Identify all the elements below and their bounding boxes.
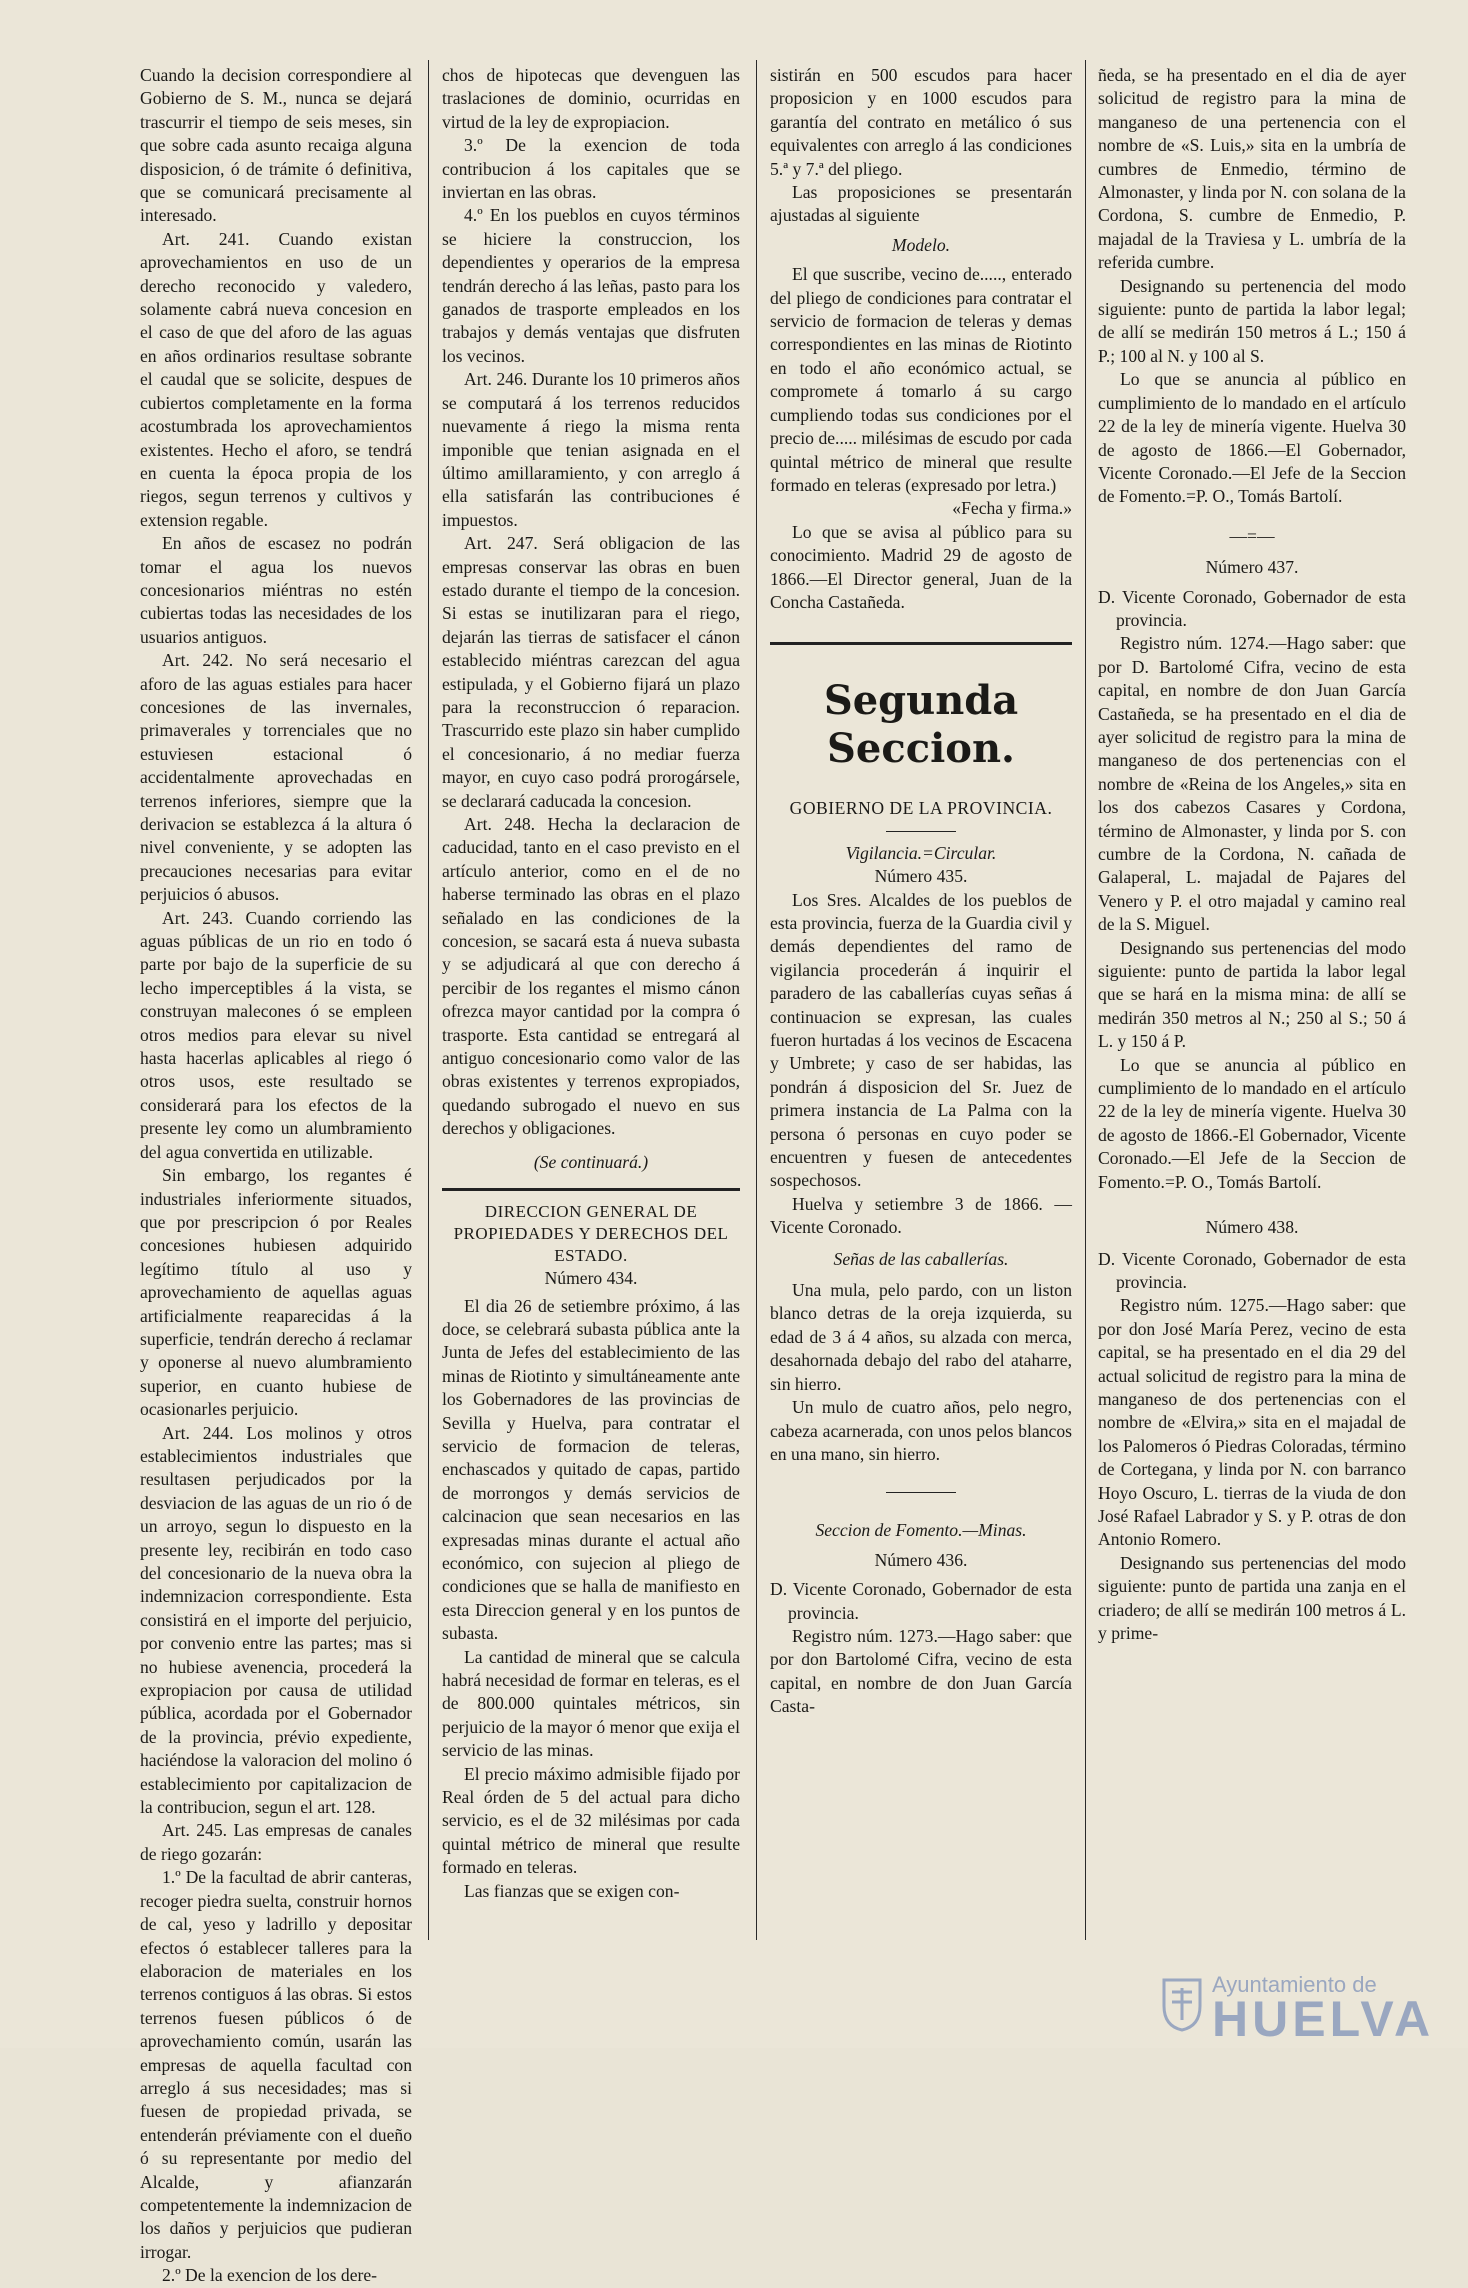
notice-number: Número 434.: [544, 1268, 638, 1289]
watermark-top: Ayuntamiento de: [1212, 1972, 1377, 1997]
section-divider: [442, 1188, 740, 1191]
column-rule: [756, 60, 757, 1940]
paragraph: Lo que se avisa al público para su conocimiento. Madrid 29 de agosto de 1866.—El Director general, Juan de la Concha Castañeda.: [770, 521, 1072, 612]
article-243: Art. 243. Cuando corriendo las aguas públicas de un rio en todo ó parte por bajo de la superficie de su lecho imperceptibles á la vista, se construyan malecones ó se empleen otros medios para elevar su nivel hasta hacerlas aplicables al riego ó otros usos, este resultado se considerará para los efectos de la presente ley como un alumbramiento del agua convertida en utilizable.: [140, 907, 412, 1162]
paragraph: D. Vicente Coronado, Gobernador de esta provincia.: [1098, 586, 1406, 630]
paragraph: Registro núm. 1275.—Hago saber: que por don José María Perez, vecino de esta capital, se ha presentado en el dia 29 del actual solicitud de registro para la mina de manganeso de dos pertenencias con el nombre de «Elvira,» sita en el majadal de los Palomeros ó Piedras Coloradas, término de Cortegana, y linda por N. con barranco Hoyo Oscuro, L. tierras de la viuda de don José Rafael Labrador y S. y P. otras de don Antonio Romero.: [1098, 1295, 1406, 1550]
paragraph: Las proposiciones se presentarán ajustadas al siguiente: [770, 182, 1072, 226]
paragraph: Las fianzas que se exigen con-: [464, 1880, 680, 1901]
paragraph: 1.º De la facultad de abrir canteras, recoger piedra suelta, construir hornos de cal, yeso y ladrillo y depositar efectos ó establecer talleres para la elaboracion de materiales en los terrenos contiguos á las obras. Si estos terrenos fuesen públicos ó de aprovechamiento común, usarán las empresas de aquella facultad con arreglo á sus necesidades; mas si fuesen de propiedad privada, se entenderán préviamente con el dueño ó su representante por medio del Alcalde, y afianzarán competentemente la indemnizacion de los daños y perjuicios que pudieran irrogar.: [140, 1867, 412, 2262]
separator: —=—: [1229, 525, 1275, 546]
column-rule: [428, 60, 429, 1940]
short-rule: [886, 831, 956, 832]
column-4: [1098, 64, 1406, 1645]
paragraph: D. Vicente Coronado, Gobernador de esta provincia.: [770, 1579, 1072, 1623]
section-divider: [770, 642, 1072, 645]
signature-line: «Fecha y firma.»: [952, 498, 1072, 519]
paragraph: 3.º De la exencion de toda contribucion á los capitales que se inviertan en las obras.: [442, 135, 740, 203]
paragraph: El que suscribe, vecino de....., enterado del pliego de condiciones para contratar el servicio de formacion de teleras y demas correspondientes en las minas de Riotinto en todo el año económico actual, se compromete á tomarlo á su cargo cumpliendo todas sus condiciones por el precio de..... milésimas de escudo por cada quintal métrico de mineral que resulte formado en teleras (expresado por letra.): [770, 264, 1072, 495]
paragraph: Un mulo de cuatro años, pelo negro, cabeza acarnerada, con unos pelos blancos en una mano, sin hierro.: [770, 1397, 1072, 1464]
notice-number: Número 436.: [874, 1549, 968, 1570]
paragraph: Designando sus pertenencias del modo siguiente: punto de partida una zanja en el criadero; de allí se medirán 100 metros á L. y prime-: [1098, 1552, 1406, 1643]
section-heading: DIRECCION GENERAL DE PROPIEDADES Y DERECHOS DEL ESTADO.: [453, 1202, 729, 1266]
article-246: Art. 246. Durante los 10 primeros años se computará á los terrenos reducidos nuevamente á riego la misma renta imponible que tenian asignada en el último amillaramiento, y con arreglo á ella satisfarán las contribuciones é impuestos.: [442, 369, 740, 530]
paragraph: Una mula, pelo pardo, con un liston blanco detras de la oreja izquierda, su edad de 3 á 4 años, su alzada con merca, desahornada debajo del rabo del ataharre, sin hierro.: [770, 1280, 1072, 1394]
watermark-main: HUELVA: [1212, 1991, 1435, 2047]
model-heading: Modelo.: [891, 234, 951, 255]
paragraph: Lo que se anuncia al público en cumplimiento de lo mandado en el artículo 22 de la ley de minería vigente. Huelva 30 de agosto de 1866.—El Gobernador, Vicente Coronado.—El Jefe de la Seccion de Fomento.=P. O., Tomás Bartolí.: [1098, 369, 1406, 507]
notice-number: Número 435.: [874, 866, 968, 887]
article-248: Art. 248. Hecha la declaracion de caducidad, tanto en el caso previsto en el artículo anterior, como en el de no haberse terminado las obras en el plazo señalado en las condiciones de la concesion, se sacará esta á nueva subasta y se adjudicará al que con derecho á percibir de los regantes el mismo cánon ofrezca mayor cantidad por la compra ó trasporte. Esta cantidad se entregará al antiguo concesionario como valor de las obras existentes y terrenos expropiados, quedando subrogado el nuevo en sus derechos y obligaciones.: [442, 814, 740, 1139]
subsection-heading: Señas de las caballerías.: [833, 1248, 1009, 1269]
paragraph: Registro núm. 1273.—Hago saber: que por don Bartolomé Cifra, vecino de esta capital, en nombre de don Juan García Casta-: [770, 1625, 1072, 1717]
paragraph: Designando sus pertenencias del modo siguiente: punto de partida la labor legal que se hará en la misma mina: de allí se medirán 350 metros al N.; 250 al S.; 50 á L. y 150 á P.: [1098, 937, 1406, 1052]
article-241: Art. 241. Cuando existan aprovechamientos en uso de un derecho reconocido y valedero, solamente cabrá nueva concesion en el caso de que del aforo de las aguas en años ordinarios resultase sobrante el caudal que se solicite, despues de cubiertos completamente en la forma acostumbrada los aprovechamientos existentes. Hecho el aforo, se tendrá en cuenta la época propia de los riegos, segun terrenos y cultivos y extension regable.: [140, 228, 412, 530]
paragraph: D. Vicente Coronado, Gobernador de esta provincia.: [1098, 1248, 1406, 1292]
section-title: Segunda Seccion.: [823, 677, 1019, 773]
article-247: Art. 247. Será obligacion de las empresas conservar las obras en buen estado durante el tiempo de la concesion. Si estas se inutilizaran para el riego, dejarán las tierras de satisfacer el cánon establecido miéntras carezcan del agua estipulada, y el Gobierno fijará un plazo para la reconstruccion ó reparacion. Trascurrido este plazo sin haber cumplido el concesionario, á no mediar fuerza mayor, en cuyo caso podrá prorogársele, se declarará caducada la concesion.: [442, 533, 740, 811]
article-244: Art. 244. Los molinos y otros establecimientos industriales que resultasen perjudicados por la desviacion de las aguas de un rio ó de un arroyo, segun lo dispuesto en la presente ley, recibirán en todo caso del concesionario de la nueva obra la indemnizacion correspondiente. Esta consistirá en el importe del perjuicio, por convenio entre las partes; mas si no hubiese avenencia, procederá la expropiacion por causa de utilidad pública, acordada por el Gobernador de la provincia, prévio expediente, haciéndose la valoracion del molino ó establecimiento por capitalizacion de la contribucion, segun el art. 128.: [140, 1422, 412, 1818]
column-2: [442, 64, 740, 1903]
paragraph: Designando su pertenencia del modo siguiente: punto de partida la labor legal; de allí se medirán 150 metros á L.; 150 á P.; 100 al N. y 100 al S.: [1098, 275, 1406, 366]
column-1: [140, 64, 412, 2288]
column-3: [770, 64, 1072, 1719]
paragraph: chos de hipotecas que devenguen las traslaciones de dominio, ocurridas en virtud de la ley de expropiacion.: [442, 65, 740, 132]
paragraph: Los Sres. Alcaldes de los pueblos de esta provincia, fuerza de la Guardia civil y demás dependientes del ramo de vigilancia procederán á inquirir el paradero de las caballerías cuyas señas á continuacion se expresan, las cuales fueron hurtadas á los vecinos de Escacena y Umbrete; y caso de ser habidas, las pondrán á disposicion del Sr. Juez de primera instancia de La Palma con la persona ó personas en cuyo poder se encuentren y fuesen de antecedentes sospechosos.: [770, 889, 1072, 1191]
notice-number: Número 438.: [1205, 1217, 1299, 1238]
section-heading: GOBIERNO DE LA PROVINCIA.: [789, 798, 1053, 819]
continued-note: (Se continuará.): [533, 1151, 649, 1172]
column-rule: [1085, 60, 1086, 1940]
paragraph: Huelva y setiembre 3 de 1866. —Vicente Coronado.: [770, 1193, 1072, 1238]
notice-number: Número 437.: [1205, 557, 1299, 578]
subsection-heading: Seccion de Fomento.—Minas.: [815, 1520, 1027, 1541]
article-245: Art. 245. Las empresas de canales de riego gozarán:: [140, 1820, 412, 1864]
paragraph: sistirán en 500 escudos para hacer proposicion y en 1000 escudos para garantía del contrato en metálico ó sus equivalentes con arreglo á las condiciones 5.ª y 7.ª del pliego.: [770, 65, 1072, 179]
coat-of-arms-icon: [1160, 1976, 1204, 2032]
paragraph: ñeda, se ha presentado en el dia de ayer solicitud de registro para la mina de manganeso de una pertenencia con el nombre de «S. Luis,» sita en la umbría de cumbres de Enmedio, término de Almonaster, y linda por N. con solana de la Cordona, S. cumbre de Enmedio, P. majadal de la Traviesa y L. umbría de la referida cumbre.: [1098, 65, 1406, 273]
short-rule: [886, 1492, 956, 1493]
paragraph: Lo que se anuncia al público en cumplimiento de lo mandado en el artículo 22 de la ley de minería vigente. Huelva 30 de agosto de 1866.-El Gobernador, Vicente Coronado.—El Jefe de la Seccion de Fomento.=P. O., Tomás Bartolí.: [1098, 1054, 1406, 1192]
subsection-heading: Vigilancia.=Circular.: [845, 842, 997, 863]
paragraph: El precio máximo admisible fijado por Real órden de 5 del actual para dicho servicio, es el de 32 milésimas por cada quintal métrico de mineral que resulte formado en teleras.: [442, 1763, 740, 1878]
article-242: Art. 242. No será necesario el aforo de las aguas estiales para hacer concesiones de las invernales, primaverales y torrenciales que no estuviesen estacional ó accidentalmente aprovechadas en terrenos inferiores, siempre que la derivacion se establezca á la altura ó nivel conveniente, y se adopten las precauciones necesarias para evitar perjuicios ó abusos.: [140, 650, 412, 905]
paragraph: Sin embargo, los regantes é industriales inferiormente situados, que por prescripcion ó por Reales concesiones hubiesen adquirido legítimo título al uso y aprovechamiento de aquellas aguas artificialmente reaparecidas á la superficie, tendrán derecho á reclamar y oponerse al nuevo alumbramiento superior, en cuanto hubiese de ocasionarles perjuicio.: [140, 1165, 412, 1420]
paragraph: El dia 26 de setiembre próximo, á las doce, se celebrará subasta pública ante la Junta de Jefes del establecimiento de las minas de Riotinto y simultáneamente ante los Gobernadores de las provincias de Sevilla y Huelva, para contratar el servicio de formacion de teleras, enchascados y quitado de capas, partido de morrongos y demás servicios de calcinacion que sean necesarios en las expresadas minas durante el actual año económico, con sujecion al pliego de condiciones que se halla de manifiesto en esta Direccion general y en los puntos de subasta.: [442, 1295, 740, 1644]
paragraph: Registro núm. 1274.—Hago saber: que por D. Bartolomé Cifra, vecino de esta capital, en nombre de don Juan García Castañeda, se ha presentado en el dia de ayer solicitud de registro para la mina de manganeso de dos pertenencias con el nombre de «Reina de los Angeles,» sita en los dos cabezos Casares y Cordona, término de Almonaster, y linda por S. con cumbre de la Cordona, N. cañada de Galaperal, L. majadal de Pajares del Venero y P. el otro majadal y camino real de la S. Miguel.: [1098, 633, 1406, 935]
paragraph: Cuando la decision correspondiere al Gobierno de S. M., nunca se dejará trascurrir el tiempo de seis meses, sin que sobre cada asunto recaiga alguna disposicion, ó de trámite ó definitiva, que se comunicará precisamente al interesado.: [140, 65, 412, 226]
paragraph: 2.º De la exencion de los dere-: [162, 2265, 378, 2286]
paragraph: En años de escasez no podrán tomar el agua los nuevos concesionarios miéntras no estén cubiertas todas las necesidades de los usuarios antiguos.: [140, 533, 412, 647]
paragraph: 4.º En los pueblos en cuyos términos se hiciere la construccion, los dependientes y operarios de la empresa tendrán derecho á las leñas, pasto para los ganados de trasporte empleados en los trabajos y demás ventajas que disfruten los vecinos.: [442, 205, 740, 366]
paragraph: La cantidad de mineral que se calcula habrá necesidad de formar en teleras, es el de 800.000 quintales métricos, sin perjuicio de la mayor ó menor que exija el servicio de las minas.: [442, 1646, 741, 1761]
